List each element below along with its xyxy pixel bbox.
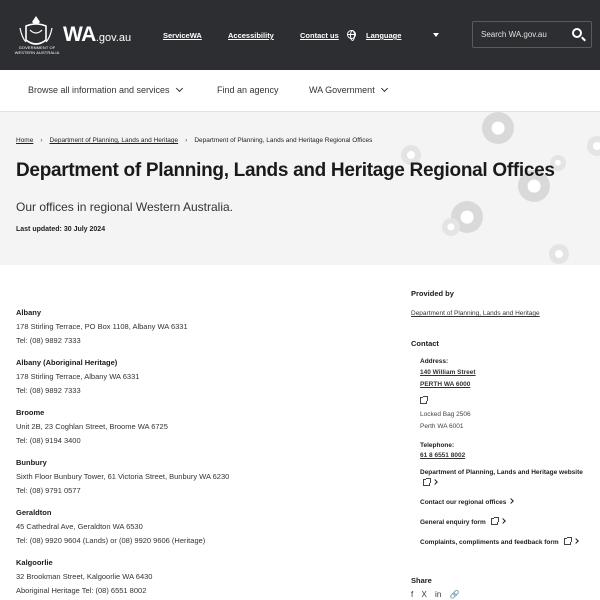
page-subtitle: Our offices in regional Western Australia. [16, 200, 233, 214]
breadcrumb-home[interactable]: Home [16, 137, 34, 144]
search-input[interactable] [472, 21, 592, 48]
external-link-icon [491, 518, 498, 525]
office-phone: Tel: (08) 9194 3400 [16, 435, 81, 445]
office-name: Broome [16, 408, 45, 417]
accessibility-link[interactable]: Accessibility [228, 31, 274, 40]
decorative-bubble-icon [442, 218, 460, 236]
chevron-right-icon [573, 538, 579, 544]
layers-bubble-icon [482, 112, 514, 144]
office-address: 178 Stirling Terrace, Albany WA 6331 [16, 372, 140, 381]
office-albany-heritage [16, 358, 376, 397]
breadcrumb-separator-icon: › [40, 137, 43, 144]
general-enquiry-label: General enquiry form [420, 519, 486, 526]
office-phone: Tel: (08) 9892 7333 [16, 335, 81, 345]
address-link-street[interactable]: 140 William Street [420, 369, 476, 376]
office-phone: Aboriginal Heritage Tel: (08) 6551 8002 [16, 585, 147, 595]
chevron-down-icon [176, 85, 183, 92]
search-icon[interactable] [572, 28, 582, 38]
chevron-right-icon [508, 498, 514, 504]
nav-browse-label: Browse all information and services [28, 85, 170, 95]
complaints-feedback-link[interactable] [420, 537, 591, 548]
page-hero [0, 112, 600, 265]
office-name: Bunbury [16, 458, 47, 467]
address-link-city[interactable]: PERTH WA 6000 [420, 381, 471, 388]
chevron-down-icon [381, 85, 388, 92]
contact-regional-offices-link[interactable] [420, 498, 591, 508]
address-postal-2: Perth WA 6001 [420, 423, 464, 430]
contact-regional-offices-label: Contact our regional offices [420, 499, 507, 506]
office-address: 32 Brookman Street, Kalgoorlie WA 6430 [16, 572, 153, 581]
general-enquiry-link[interactable] [420, 517, 591, 528]
crest-text: GOVERNMENT OF WESTERN AUSTRALIA [14, 45, 60, 55]
office-bunbury [16, 458, 376, 497]
office-phone: Tel: (08) 9920 9604 (Lands) or (08) 9920 9606 (Heritage) [16, 535, 206, 545]
contact-heading: Contact [411, 339, 439, 348]
brand-suffix: .gov.au [95, 32, 132, 44]
decorative-bubble-icon [549, 244, 569, 264]
website-link-label: Department of Planning, Lands and Heritage website [420, 469, 583, 476]
language-selector[interactable]: Language [366, 31, 402, 40]
office-address: 178 Stirling Terrace, PO Box 1108, Albany WA 6331 [16, 322, 188, 331]
office-geraldton [16, 508, 376, 547]
nav-wa-government[interactable] [309, 85, 387, 95]
share-heading: Share [411, 576, 432, 585]
address-label: Address: [420, 358, 449, 365]
share-icons [411, 590, 465, 599]
provided-by-link[interactable]: Department of Planning, Lands and Heritage [411, 310, 540, 317]
complaints-feedback-label: Complaints, compliments and feedback form [420, 539, 559, 546]
chevron-right-icon [432, 479, 438, 485]
last-updated: Last updated: 30 July 2024 [16, 226, 106, 233]
office-albany [16, 308, 376, 347]
nav-find-agency[interactable] [217, 85, 279, 95]
contact-block [420, 358, 591, 548]
office-name: Albany (Aboriginal Heritage) [16, 358, 118, 367]
copy-link-icon[interactable]: 🔗 [449, 590, 460, 599]
address-postal-1: Locked Bag 2506 [420, 411, 471, 418]
offices-list [16, 308, 376, 600]
office-name: Geraldton [16, 508, 52, 517]
breadcrumb-separator-icon: › [185, 137, 188, 144]
chevron-down-icon[interactable] [433, 33, 439, 37]
x-icon[interactable]: X [421, 590, 427, 599]
servicewa-link[interactable]: ServiceWA [163, 31, 202, 40]
office-name: Albany [16, 308, 42, 317]
external-link-icon[interactable] [420, 397, 427, 404]
chevron-right-icon [500, 518, 506, 524]
brand-main: WA [63, 23, 96, 46]
secondary-nav [0, 70, 600, 112]
breadcrumb [16, 137, 372, 144]
nav-browse-services[interactable] [28, 85, 182, 95]
breadcrumb-dplh[interactable]: Department of Planning, Lands and Heritage [49, 137, 179, 144]
search-placeholder: Search WA.gov.au [481, 30, 547, 39]
office-broome [16, 408, 376, 447]
globe-icon [347, 30, 356, 39]
site-brand[interactable] [63, 23, 131, 47]
address-block [420, 358, 591, 433]
facebook-icon[interactable]: f [411, 590, 414, 599]
page-title: Department of Planning, Lands and Heritage Regional Offices [16, 160, 555, 181]
external-link-icon [423, 479, 430, 486]
linkedin-icon[interactable]: in [435, 590, 442, 599]
person-bubble-icon [587, 136, 600, 156]
external-link-icon [564, 538, 571, 545]
office-address: Unit 2B, 23 Coghlan Street, Broome WA 6725 [16, 422, 168, 431]
office-phone: Tel: (08) 9892 7333 [16, 385, 81, 395]
nav-find-agency-label: Find an agency [217, 85, 279, 95]
sidebar [411, 289, 591, 548]
office-address: Sixth Floor Bunbury Tower, 61 Victoria Street, Bunbury WA 6230 [16, 472, 230, 481]
office-name: Kalgoorlie [16, 558, 53, 567]
telephone-label: Telephone: [420, 442, 455, 449]
telephone-link[interactable]: 61 8 6551 8002 [420, 452, 466, 459]
contact-us-link[interactable]: Contact us [300, 31, 339, 40]
office-kalgoorlie [16, 558, 376, 597]
telephone-block [420, 442, 591, 459]
website-link[interactable] [420, 468, 591, 489]
office-address: 45 Cathedral Ave, Geraldton WA 6530 [16, 522, 143, 531]
office-phone: Tel: (08) 9791 0577 [16, 485, 81, 495]
provided-by-heading: Provided by [411, 289, 454, 298]
site-header [0, 0, 600, 70]
breadcrumb-current: Department of Planning, Lands and Heritage Regional Offices [194, 137, 373, 144]
nav-wa-government-label: WA Government [309, 85, 375, 95]
